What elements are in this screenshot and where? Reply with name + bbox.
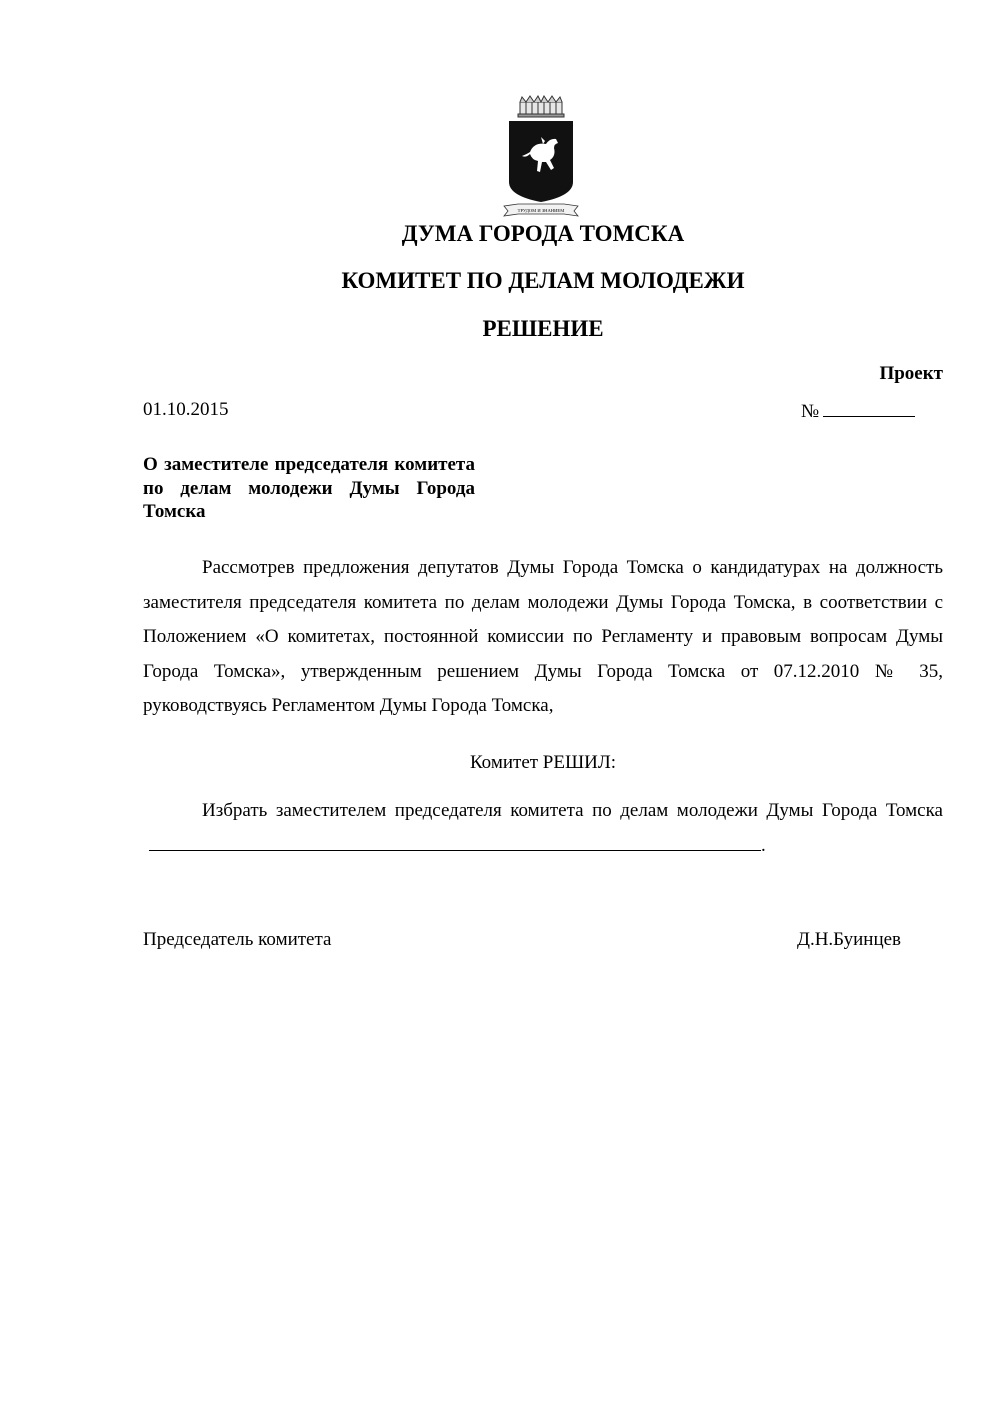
organization-title: ДУМА ГОРОДА ТОМСКА [401,221,685,246]
draft-status: Проект [879,363,943,384]
resolution-paragraph [143,794,943,863]
signer-title: Председатель комитета [143,929,332,950]
number-label: № [801,401,820,422]
number-blank-line [823,399,915,417]
committee-title: КОМИТЕТ ПО ДЕЛАМ МОЛОДЕЖИ [341,268,745,293]
resolution-end: . [761,834,766,856]
tomsk-coat-of-arms-icon [500,94,582,220]
document-subject: О заместителе председателя комитета по делам молодежи Думы Города Томска [143,454,475,522]
resolution-heading: Комитет РЕШИЛ: [469,752,617,773]
document-date: 01.10.2015 [143,399,229,420]
signer-name: Д.Н.Буинцев [797,929,902,950]
preamble-paragraph: Рассмотрев предложения депутатов Думы Города Томска о кандидатурах на должность заместителя председателя комитета по делам молодежи Думы Города Томска, в соответствии с Положением «О комитетах, постоянной комиссии по Регламенту и правовым вопросам Думы Города Томска», утвержденным решением Думы Города Томска от 07.12.2010 № 35, руководствуясь Регламентом Думы Города Томска, [143,557,943,716]
candidate-blank-line [149,833,761,851]
resolution-text: Избрать заместителем председателя комитета по делам молодежи Думы Города Томска [202,800,943,821]
document-type: РЕШЕНИЕ [482,316,604,341]
emblem-motto: ТРУДОМ И ЗНАНИЕМ [517,207,565,213]
document-number [801,399,915,423]
